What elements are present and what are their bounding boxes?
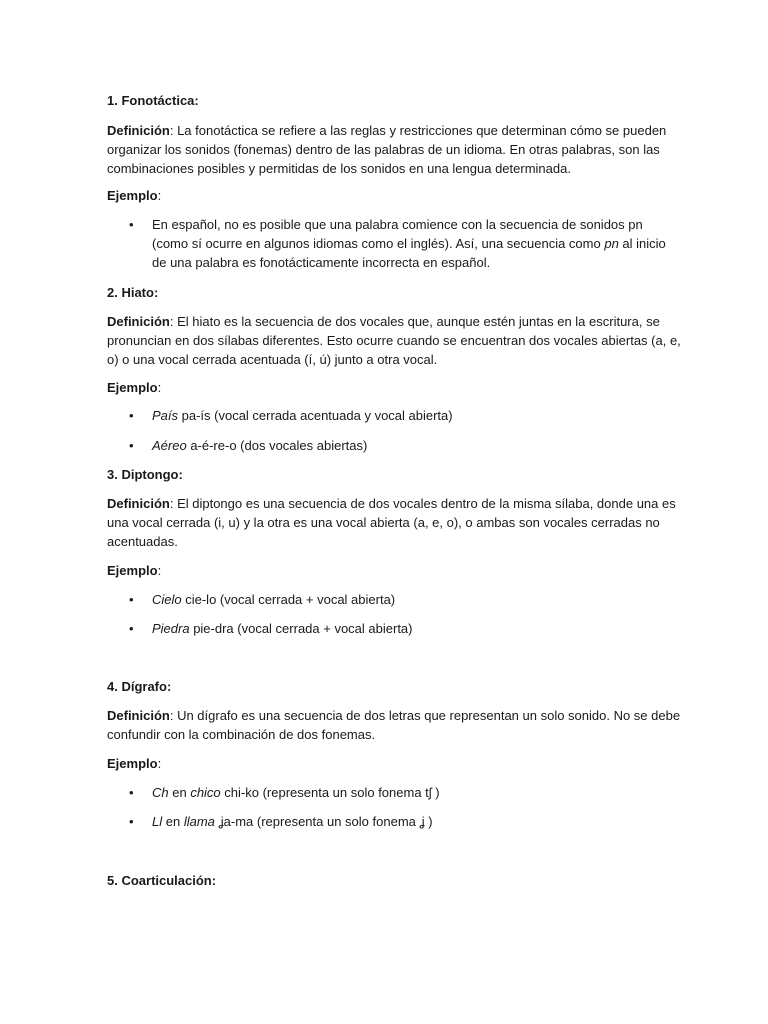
definition-fonotactica — [107, 121, 667, 178]
example-word: Aéreo — [152, 438, 187, 453]
bullet-icon: • — [129, 438, 134, 453]
example-label: Ejemplo — [107, 563, 158, 578]
list-item — [152, 812, 652, 831]
example-label: Ejemplo — [107, 380, 158, 395]
section-heading-digrafo: 4. Dígrafo: — [107, 679, 172, 694]
example-word: País — [152, 408, 179, 423]
definition-text-line: : Un dígrafo es una secuencia de dos letras que representan un solo sonido. No se debe — [169, 708, 681, 723]
list-item-italic: pn — [604, 236, 619, 251]
example-colon: : — [157, 188, 162, 203]
list-item-line: de una palabra es fonotácticamente incorrecta en español. — [152, 255, 491, 270]
example-label-fonotactica — [107, 186, 652, 205]
definition-text-line: o) o una vocal cerrada acentuada (í, ú) junto a otra vocal. — [107, 352, 438, 367]
example-label-hiato — [107, 378, 652, 397]
example-colon: : — [157, 380, 162, 395]
list-item-line: En español, no es posible que una palabra comience con la secuencia de sonidos pn — [152, 217, 643, 232]
list-item-text: ʝa-ma (representa un solo fonema ʝ ) — [214, 814, 433, 829]
example-label-digrafo — [107, 754, 652, 773]
list-item-text: al inicio — [618, 236, 666, 251]
list-item-text: cie-lo (vocal cerrada + vocal abierta) — [181, 592, 396, 607]
list-item — [152, 783, 652, 802]
definition-hiato — [107, 312, 681, 369]
example-word: chico — [190, 785, 221, 800]
bullet-icon: • — [129, 592, 134, 607]
definition-text-line: combinaciones posibles y permitidas de los sonidos en una lengua determinada. — [107, 161, 571, 176]
definition-label: Definición — [107, 496, 170, 511]
example-word: Ch — [152, 785, 169, 800]
example-word: Cielo — [152, 592, 182, 607]
definition-text-line: confundir con la combinación de dos fonemas. — [107, 727, 376, 742]
section-heading-diptongo: 3. Diptongo: — [107, 467, 183, 482]
list-item-text: chi-ko (representa un solo fonema tʃ ) — [220, 785, 440, 800]
list-item-text: a-é-re-o (dos vocales abiertas) — [186, 438, 368, 453]
example-word: Piedra — [152, 621, 190, 636]
definition-text-line: organizar los sonidos (fonemas) dentro de las palabras de un idioma. En otras palabras, son las — [107, 142, 660, 157]
list-item-text: pa-ís (vocal cerrada acentuada y vocal abierta) — [178, 408, 453, 423]
bullet-icon: • — [129, 814, 134, 829]
list-item — [152, 590, 652, 609]
example-word: llama — [183, 814, 215, 829]
list-item — [152, 436, 652, 455]
definition-text-line: : El diptongo es una secuencia de dos vocales dentro de la misma sílaba, donde una es — [169, 496, 676, 511]
definition-diptongo — [107, 494, 676, 551]
example-label-diptongo — [107, 561, 652, 580]
definition-text-line: una vocal cerrada (i, u) y la otra es una vocal abierta (a, e, o), o ambas son vocales cerradas no — [107, 515, 660, 530]
list-item-text: en — [168, 785, 191, 800]
example-word: Ll — [152, 814, 163, 829]
example-colon: : — [157, 756, 162, 771]
list-item-text: (como sí ocurre en algunos idiomas como el inglés). Así, una secuencia como — [152, 236, 605, 251]
example-colon: : — [157, 563, 162, 578]
list-item — [152, 215, 666, 272]
section-heading-coarticulacion: 5. Coarticulación: — [107, 873, 217, 888]
definition-label: Definición — [107, 314, 170, 329]
example-label: Ejemplo — [107, 188, 158, 203]
definition-text-line: : El hiato es la secuencia de dos vocales que, aunque estén juntas en la escritura, se — [169, 314, 660, 329]
list-item — [152, 406, 652, 425]
list-item — [152, 619, 652, 638]
definition-text-line: acentuadas. — [107, 534, 178, 549]
definition-label: Definición — [107, 708, 170, 723]
bullet-icon: • — [129, 408, 134, 423]
bullet-icon: • — [129, 621, 134, 636]
list-item-text: en — [162, 814, 184, 829]
section-heading-fonotactica: 1. Fonotáctica: — [107, 93, 199, 108]
list-item-text: pie-dra (vocal cerrada + vocal abierta) — [189, 621, 413, 636]
definition-label: Definición — [107, 123, 170, 138]
definition-text-line: pronuncian en dos sílabas diferentes. Esto ocurre cuando se encuentran dos vocales abiertas (a, e, — [107, 333, 681, 348]
bullet-icon: • — [129, 217, 134, 232]
bullet-icon: • — [129, 785, 134, 800]
definition-digrafo — [107, 706, 681, 744]
section-heading-hiato: 2. Hiato: — [107, 285, 159, 300]
example-label: Ejemplo — [107, 756, 158, 771]
definition-text-line: : La fonotáctica se refiere a las reglas y restricciones que determinan cómo se pueden — [169, 123, 667, 138]
